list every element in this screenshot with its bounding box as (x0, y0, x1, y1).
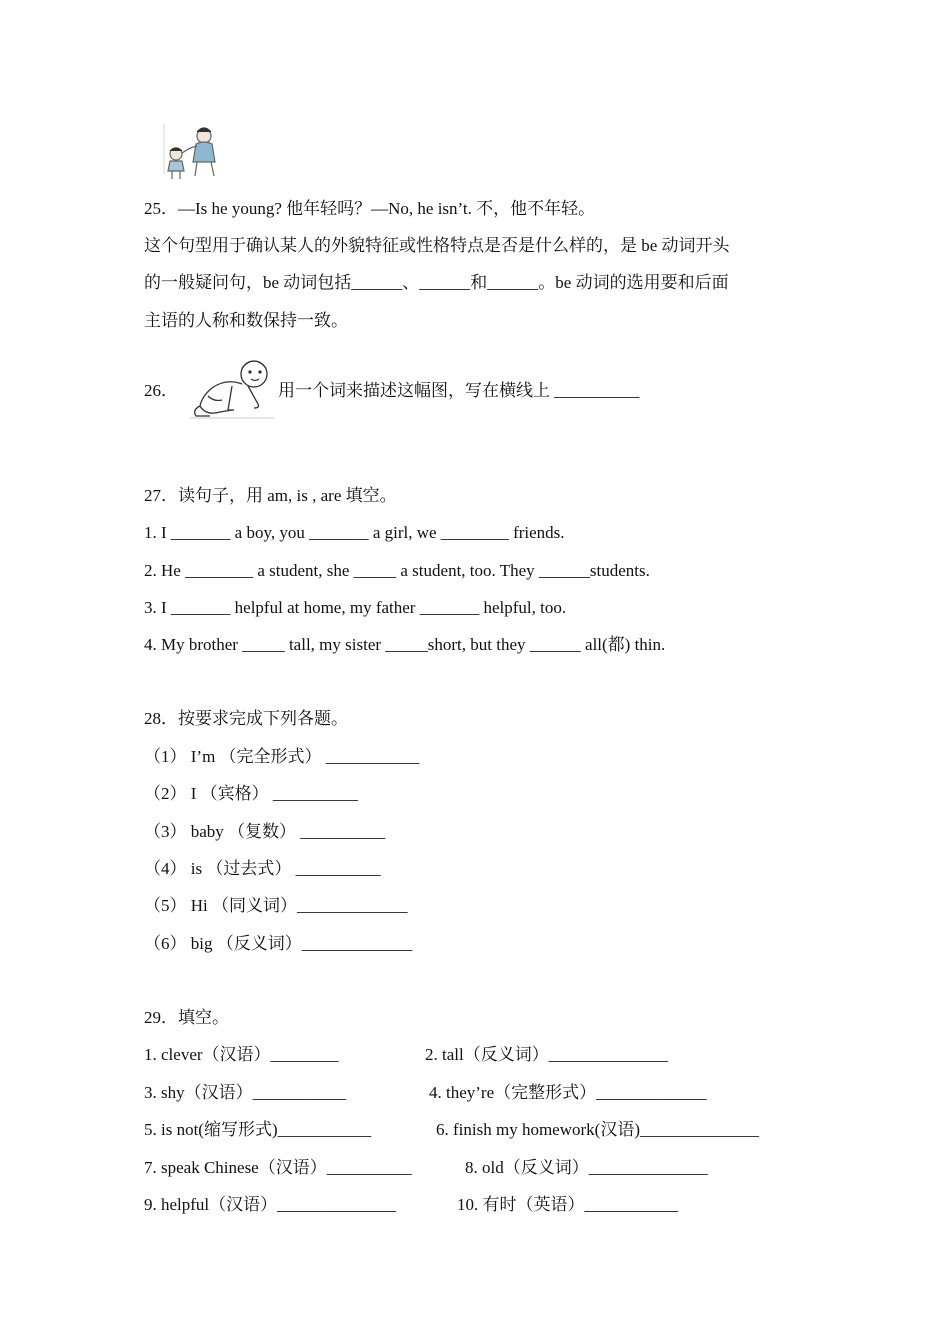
q25-explanation-line-3: 主语的人称和数保持一致。 (144, 311, 348, 330)
q29-item-7: 7. speak Chinese（汉语）__________ (144, 1158, 412, 1177)
q28-item-6: （6） big （反义词）_____________ (144, 934, 413, 953)
crawling-baby-illustration (184, 356, 278, 424)
q26-instruction: 用一个词来描述这幅图，写在横线上 __________ (278, 381, 640, 400)
q28-item-5: （5） Hi （同义词）_____________ (144, 896, 408, 915)
q27-item-3: 3. I _______ helpful at home, my father _______ helpful, too. (144, 598, 567, 617)
q28-item-2: （2） I （宾格） __________ (144, 784, 358, 803)
q29-item-9: 9. helpful（汉语）______________ (144, 1195, 397, 1214)
q28-heading: 28．按要求完成下列各题。 (144, 709, 348, 728)
q29-item-3: 3. shy（汉语）___________ (144, 1083, 347, 1102)
q29-heading: 29．填空。 (144, 1008, 229, 1027)
q25-explanation-line-1: 这个句型用于确认某人的外貌特征或性格特点是否是什么样的，是 be 动词开头 (144, 236, 730, 255)
q27-item-1: 1. I _______ a boy, you _______ a girl, we ________ friends. (144, 523, 565, 542)
q27-item-2: 2. He ________ a student, she _____ a student, too. They ______students. (144, 561, 650, 580)
q29-item-5: 5. is not(缩写形式)___________ (144, 1120, 372, 1139)
adult-and-child-illustration (156, 114, 228, 182)
q26-number: 26． (144, 381, 178, 400)
q25-explanation-line-2: 的一般疑问句，be 动词包括______、______和______。be 动词的选用要和后面 (144, 273, 729, 292)
q27-item-4: 4. My brother _____ tall, my sister _____short, but they ______ all(都) thin. (144, 635, 666, 654)
q28-item-3: （3） baby （复数） __________ (144, 822, 386, 841)
q29-item-8: 8. old（反义词）______________ (465, 1158, 708, 1177)
q29-item-6: 6. finish my homework(汉语)______________ (436, 1120, 759, 1139)
q27-heading: 27．读句子，用 am, is , are 填空。 (144, 486, 397, 505)
q28-item-4: （4） is （过去式） __________ (144, 859, 381, 878)
q29-item-2: 2. tall（反义词）______________ (425, 1045, 668, 1064)
q29-item-1: 1. clever（汉语）________ (144, 1045, 339, 1064)
q25-heading: 25．—Is he young? 他年轻吗？—No, he isn’t. 不，他不年轻。 (144, 199, 596, 218)
q29-item-10: 10. 有时（英语）___________ (457, 1195, 678, 1214)
q28-item-1: （1） I’m （完全形式） ___________ (144, 747, 420, 766)
q29-item-4: 4. they’re（完整形式）_____________ (429, 1083, 707, 1102)
